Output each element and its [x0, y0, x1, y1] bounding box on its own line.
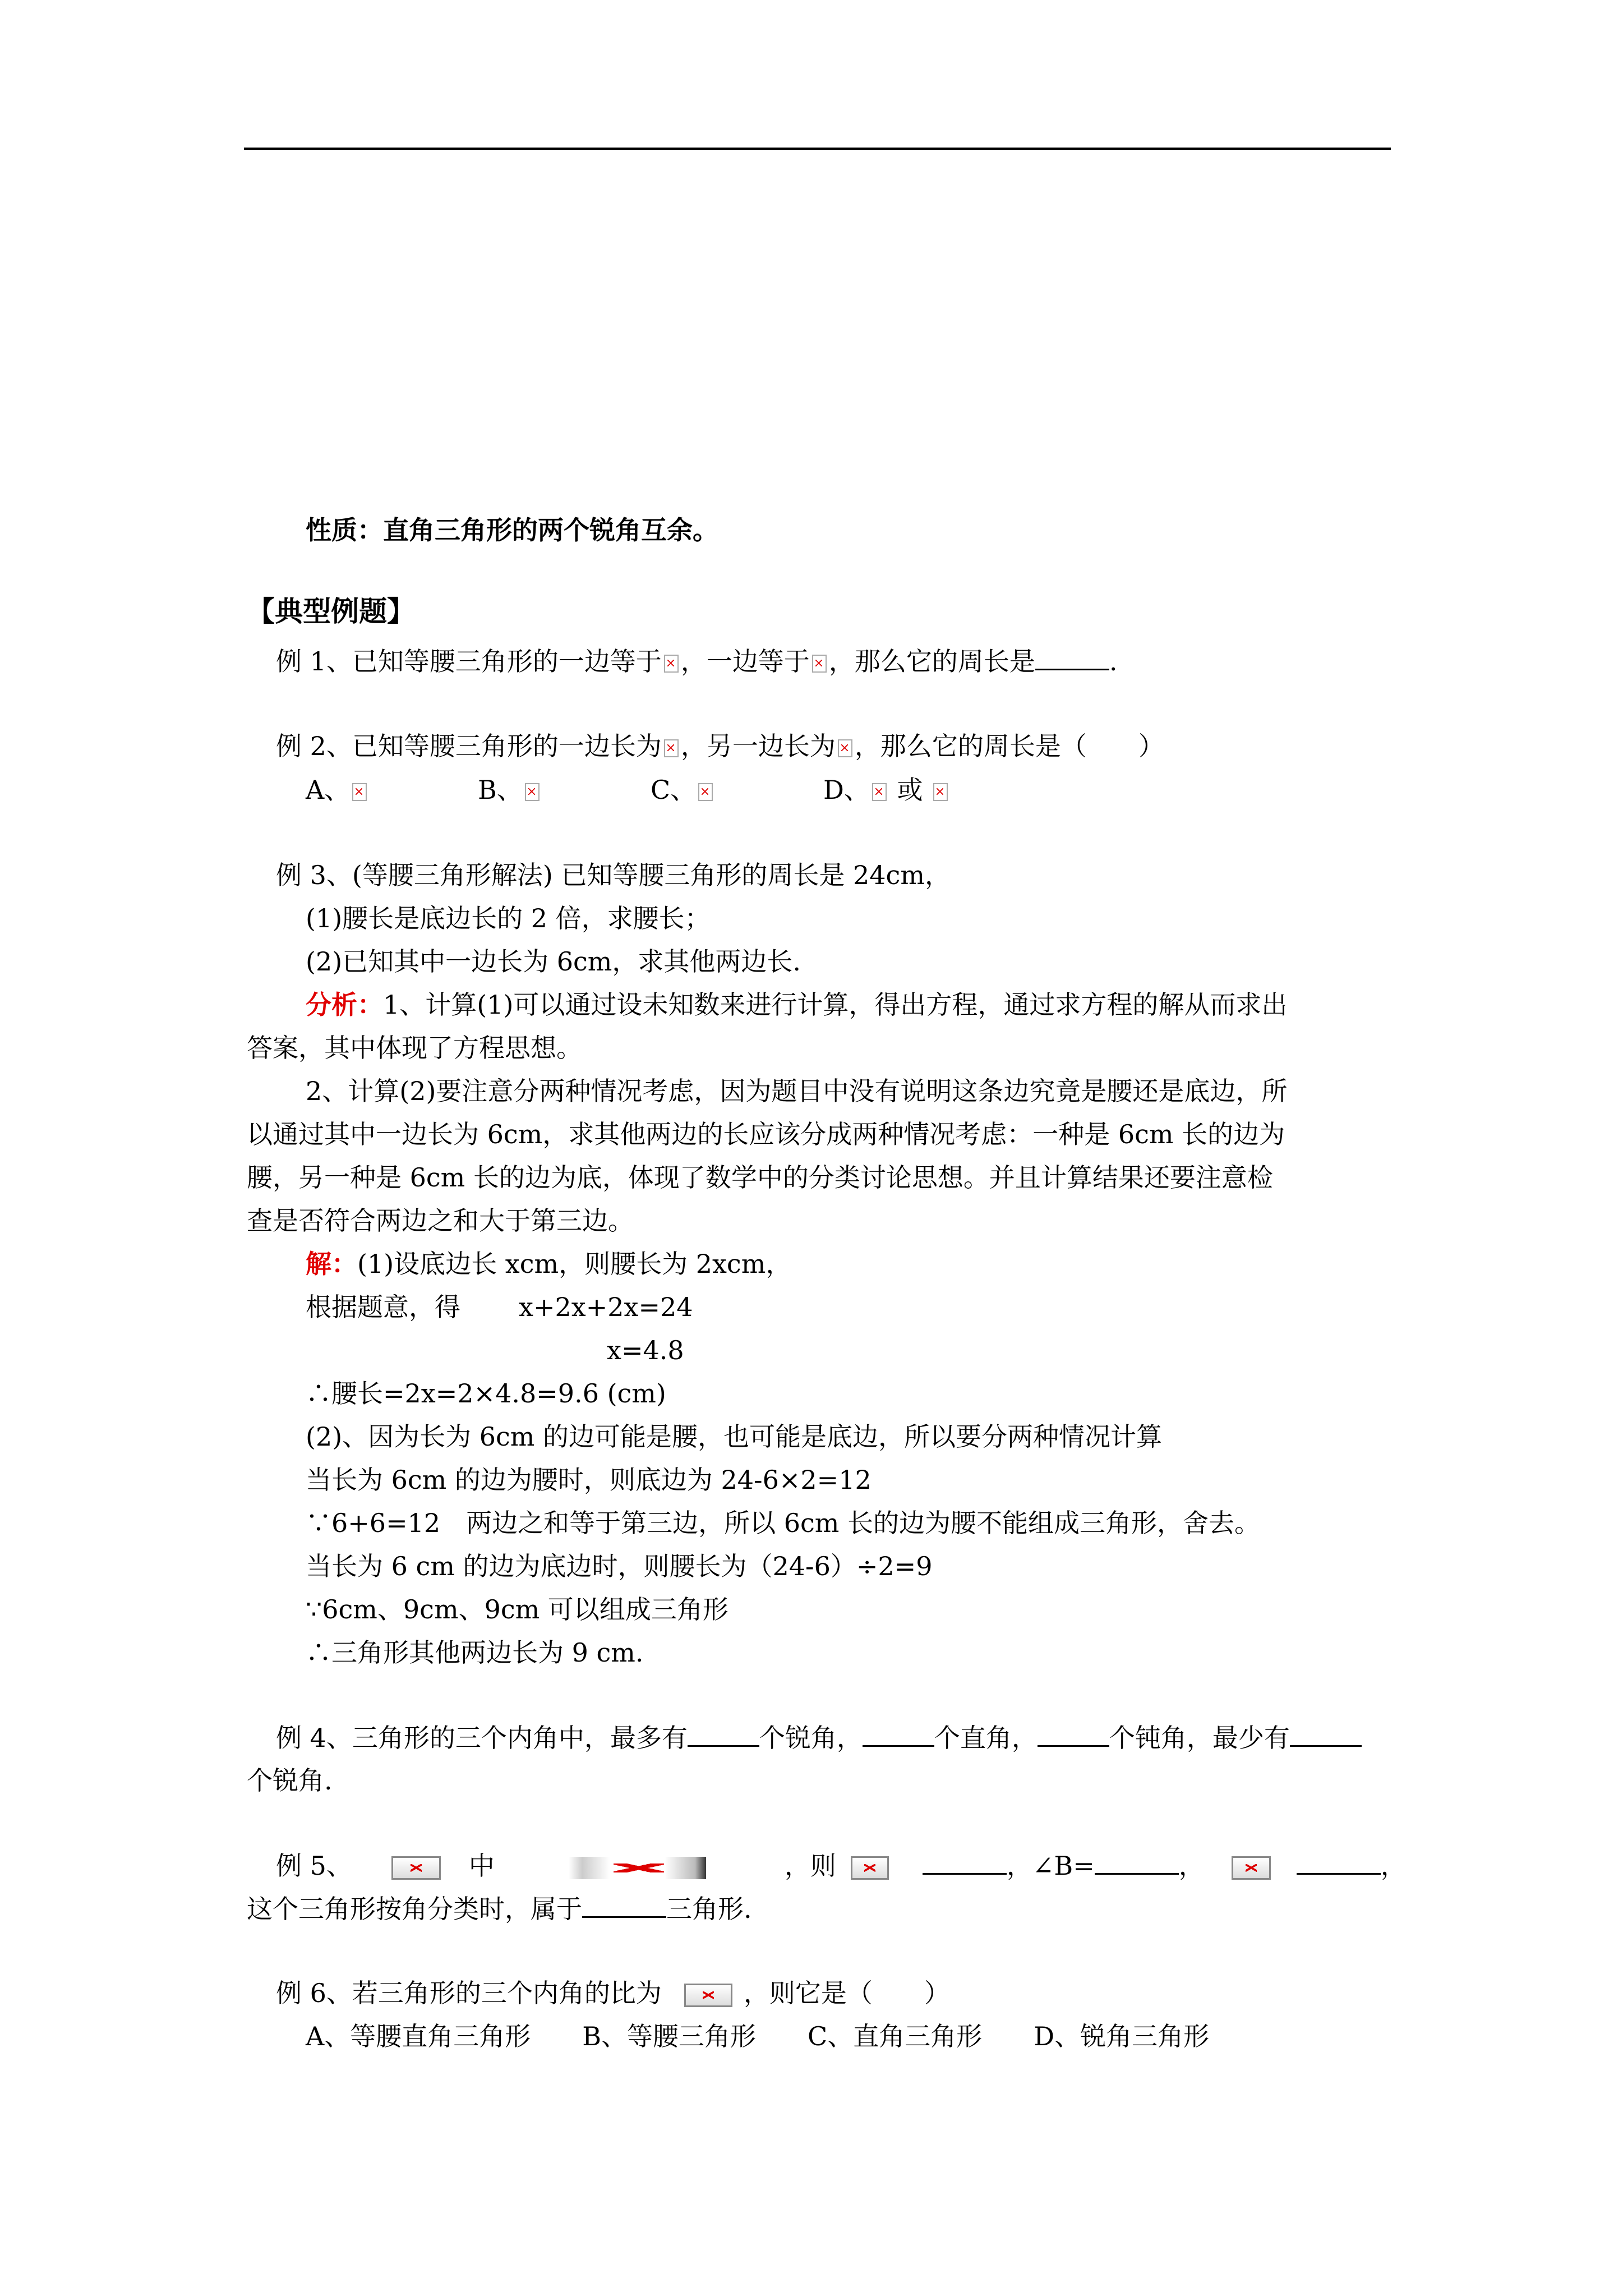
- formula-image-icon: [569, 1857, 706, 1879]
- ex4-text-c: 个直角，: [934, 1723, 1038, 1753]
- ex3-analysis-2d: 查是否符合两边之和大于第三边。: [247, 1205, 634, 1236]
- formula-image-icon: [352, 783, 367, 801]
- ex2-text-a: 例 2、已知等腰三角形的一边长为: [276, 731, 662, 761]
- ex5-line-2: [247, 1892, 752, 1926]
- formula-image-icon: [933, 783, 948, 801]
- formula-image-icon: [664, 739, 679, 757]
- ex5-text-d: ，∠B=: [1006, 1851, 1095, 1881]
- ex3-question-2: (2)已知其中一边长为 6cm，求其他两边长.: [306, 946, 801, 977]
- ex5-text-a: 例 5、: [276, 1851, 352, 1881]
- example-5: [276, 1848, 1407, 1883]
- example-2: [276, 729, 1164, 763]
- ex3-solution-2b: x+2x+2x=24: [519, 1292, 693, 1322]
- ex3-solution-6: 当长为 6cm 的边为腰时，则底边为 24-6×2=12: [306, 1465, 872, 1495]
- answer-blank: [1290, 1720, 1362, 1747]
- example-6: [276, 1976, 950, 2010]
- ex3-solution-2a: 根据题意，得: [306, 1292, 460, 1322]
- ex3-solution-1: [306, 1247, 791, 1281]
- formula-image-icon: [812, 655, 827, 673]
- answer-blank: [582, 1892, 666, 1918]
- formula-image-icon: [872, 783, 887, 801]
- ex2-option-c: [651, 773, 715, 807]
- ex2-option-b: [478, 773, 542, 807]
- ex6-text-a: 例 6、若三角形的三个内角的比为: [276, 1978, 662, 2008]
- ex6-text-b: ，则它是（ ）: [743, 1978, 950, 2008]
- ex3-analysis-2c: 腰，另一种是 6cm 长的边为底，体现了数学中的分类讨论思想。并且计算结果还要注意检: [247, 1162, 1273, 1193]
- ex1-text-d: .: [1109, 646, 1118, 677]
- answer-blank: [1038, 1720, 1109, 1747]
- solution-text: (1)设底边长 xcm，则腰长为 2xcm，: [357, 1249, 792, 1279]
- formula-image-icon: [525, 783, 540, 801]
- ex3-analysis-1: [306, 988, 1287, 1022]
- answer-blank: [1095, 1848, 1179, 1875]
- ex3-solution-7: ∵6+6=12 两边之和等于第三边，所以 6cm 长的边为腰不能组成三角形，舍去。: [306, 1508, 1261, 1538]
- answer-blank: [688, 1720, 759, 1747]
- formula-image-icon: [664, 655, 679, 673]
- formula-image-icon: [838, 739, 852, 757]
- ex1-text-c: ，那么它的周长是: [828, 646, 1035, 677]
- ex4-text-b: 个锐角，: [759, 1723, 863, 1753]
- ex4-text-a: 例 4、三角形的三个内角中，最多有: [276, 1723, 688, 1753]
- analysis-text: 1、计算(1)可以通过设未知数来进行计算，得出方程，通过求方程的解从而求出: [383, 990, 1288, 1020]
- ex3-analysis-2a: 2、计算(2)要注意分两种情况考虑，因为题目中没有说明这条边究竟是腰还是底边，所: [306, 1076, 1288, 1106]
- option-label: C、: [651, 775, 697, 805]
- answer-blank: [1297, 1848, 1381, 1875]
- formula-image-icon: [851, 1856, 889, 1880]
- ex5-text-f: ，: [1380, 1851, 1407, 1881]
- formula-image-icon: [391, 1856, 441, 1880]
- ex1-text-b: ，一边等于: [680, 646, 810, 677]
- ex3-solution-10: ∴三角形其他两边长为 9 cm.: [306, 1637, 644, 1668]
- solution-label: 解：: [306, 1249, 357, 1279]
- property-text: 性质：直角三角形的两个锐角互余。: [306, 515, 718, 545]
- ex3-analysis-2b: 以通过其中一边长为 6cm，求其他两边的长应该分成两种情况考虑：一种是 6cm 长的边为: [247, 1119, 1285, 1149]
- formula-image-icon: [684, 1984, 732, 2007]
- ex3-solution-5: (2)、因为长为 6cm 的边可能是腰，也可能是底边，所以要分两种情况计算: [306, 1421, 1163, 1452]
- ex5-text-c: ，则: [784, 1851, 836, 1881]
- ex6-options: A、等腰直角三角形 B、等腰三角形 C、直角三角形 D、锐角三角形: [306, 2021, 1210, 2051]
- ex5-text-b: 中: [468, 1851, 495, 1881]
- ex5-text-g: 这个三角形按角分类时，属于: [247, 1894, 582, 1924]
- formula-image-icon: [1232, 1856, 1271, 1880]
- ex5-text-e: ，: [1178, 1851, 1205, 1881]
- answer-blank: [923, 1848, 1007, 1875]
- option-label: B、: [478, 775, 523, 805]
- option-label: A、: [306, 775, 351, 805]
- ex3-analysis-1b: 答案，其中体现了方程思想。: [247, 1033, 582, 1063]
- answer-blank: [863, 1720, 934, 1747]
- ex4-line-2: 个锐角.: [247, 1765, 333, 1796]
- ex3-solution-3: x=4.8: [607, 1335, 684, 1365]
- ex2-option-a: [306, 773, 369, 807]
- ex2-text-b: ，另一边长为: [680, 731, 836, 761]
- example-4: [276, 1720, 1362, 1755]
- answer-blank: [1035, 644, 1109, 670]
- ex1-text-a: 例 1、已知等腰三角形的一边等于: [276, 646, 662, 677]
- ex5-text-h: 三角形.: [666, 1894, 752, 1924]
- ex2-option-d: [823, 773, 950, 807]
- or-text: 或: [897, 775, 923, 805]
- section-title: 【典型例题】: [247, 595, 415, 628]
- ex4-text-d: 个钝角，最少有: [1109, 1723, 1290, 1753]
- ex3-solution-8: 当长为 6 cm 的边为底边时，则腰长为（24-6）÷2=9: [306, 1551, 933, 1581]
- header-rule: [244, 148, 1391, 150]
- ex3-solution-9: ∵6cm、9cm、9cm 可以组成三角形: [306, 1594, 728, 1625]
- ex3-solution-4: ∴腰长=2x=2×4.8=9.6 (cm): [306, 1378, 666, 1409]
- analysis-label: 分析：: [306, 990, 383, 1020]
- ex3-title: 例 3、(等腰三角形解法) 已知等腰三角形的周长是 24cm，: [276, 860, 951, 890]
- ex2-text-c: ，那么它的周长是（ ）: [854, 731, 1164, 761]
- option-label: D、: [823, 775, 870, 805]
- formula-image-icon: [698, 783, 713, 801]
- ex3-question-1: (1)腰长是底边长的 2 倍，求腰长；: [306, 903, 711, 933]
- example-1: [276, 644, 1118, 678]
